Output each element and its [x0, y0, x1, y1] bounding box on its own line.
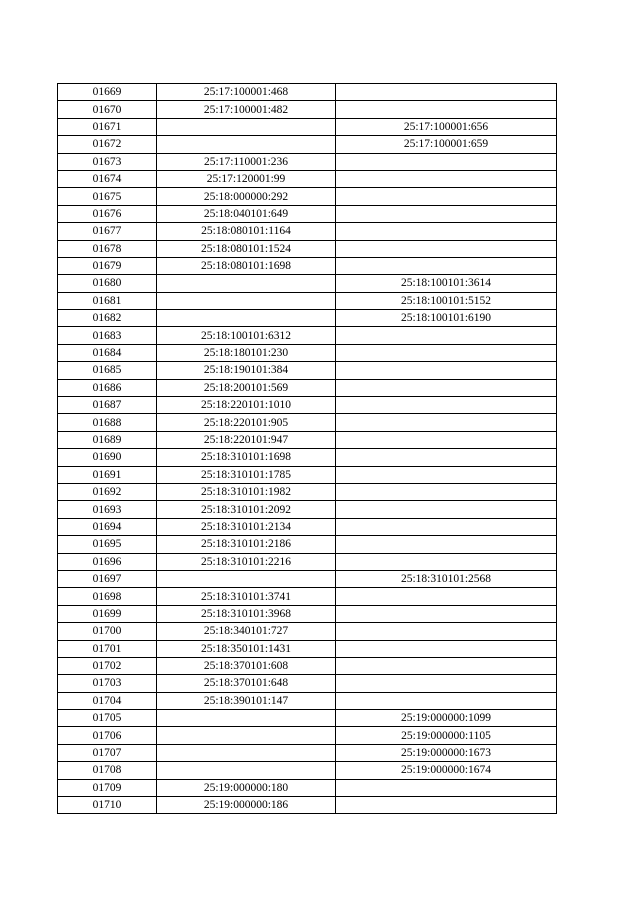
cadastral-number-cell-col2: 25:18:080101:1698: [157, 257, 336, 274]
cadastral-number-cell-col2: 25:18:310101:1982: [157, 483, 336, 500]
row-number-cell: 01691: [58, 466, 157, 483]
row-number-cell: 01693: [58, 501, 157, 518]
cadastral-number-cell-col3: [336, 362, 557, 379]
row-number-cell: 01670: [58, 101, 157, 118]
row-number-cell: 01689: [58, 431, 157, 448]
row-number-cell: 01673: [58, 153, 157, 170]
cadastral-number-cell-col3: [336, 327, 557, 344]
row-number-cell: 01672: [58, 136, 157, 153]
row-number-cell: 01699: [58, 605, 157, 622]
cadastral-number-cell-col3: [336, 257, 557, 274]
cadastral-number-cell-col3: [336, 675, 557, 692]
cadastral-number-cell-col2: 25:17:120001:99: [157, 170, 336, 187]
cadastral-number-cell-col3: 25:19:000000:1673: [336, 744, 557, 761]
cadastral-number-cell-col3: [336, 397, 557, 414]
cadastral-number-cell-col3: [336, 588, 557, 605]
table-row: [58, 640, 557, 657]
cadastral-number-cell-col2: 25:18:080101:1164: [157, 223, 336, 240]
table-row: [58, 483, 557, 500]
cadastral-number-cell-col3: [336, 797, 557, 814]
row-number-cell: 01674: [58, 170, 157, 187]
cadastral-number-cell-col2: 25:18:180101:230: [157, 344, 336, 361]
cadastral-number-cell-col3: 25:19:000000:1674: [336, 762, 557, 779]
cadastral-number-cell-col3: [336, 153, 557, 170]
cadastral-number-cell-col2: 25:18:310101:2092: [157, 501, 336, 518]
row-number-cell: 01709: [58, 779, 157, 796]
cadastral-number-cell-col2: 25:18:310101:1785: [157, 466, 336, 483]
row-number-cell: 01677: [58, 223, 157, 240]
cadastral-number-cell-col3: [336, 605, 557, 622]
cadastral-number-cell-col3: [336, 623, 557, 640]
cadastral-number-cell-col2: [157, 118, 336, 135]
table-row: [58, 414, 557, 431]
cadastral-number-cell-col2: 25:18:310101:2134: [157, 518, 336, 535]
row-number-cell: 01694: [58, 518, 157, 535]
cadastral-number-cell-col2: 25:17:100001:468: [157, 84, 336, 101]
cadastral-number-cell-col2: 25:18:310101:1698: [157, 449, 336, 466]
row-number-cell: 01690: [58, 449, 157, 466]
table-row: [58, 675, 557, 692]
cadastral-number-cell-col2: 25:18:370101:648: [157, 675, 336, 692]
cadastral-number-cell-col2: 25:18:340101:727: [157, 623, 336, 640]
row-number-cell: 01701: [58, 640, 157, 657]
row-number-cell: 01684: [58, 344, 157, 361]
cadastral-number-cell-col3: [336, 101, 557, 118]
row-number-cell: 01682: [58, 310, 157, 327]
cadastral-number-cell-col2: 25:18:000000:292: [157, 188, 336, 205]
table-row: [58, 797, 557, 814]
cadastral-number-cell-col3: [336, 553, 557, 570]
table-row: [58, 188, 557, 205]
cadastral-number-cell-col2: 25:18:220101:1010: [157, 397, 336, 414]
row-number-cell: 01681: [58, 292, 157, 309]
cadastral-number-cell-col2: 25:18:310101:2186: [157, 536, 336, 553]
row-number-cell: 01687: [58, 397, 157, 414]
table-row: [58, 205, 557, 222]
table-row: [58, 466, 557, 483]
cadastral-number-cell-col3: [336, 223, 557, 240]
cadastral-number-cell-col3: [336, 414, 557, 431]
table-row: [58, 727, 557, 744]
cadastral-number-cell-col3: [336, 483, 557, 500]
table-row: [58, 779, 557, 796]
cadastral-number-cell-col3: [336, 84, 557, 101]
cadastral-number-cell-col2: 25:18:310101:3968: [157, 605, 336, 622]
cadastral-number-cell-col2: 25:18:310101:3741: [157, 588, 336, 605]
table-row: [58, 692, 557, 709]
cadastral-number-cell-col2: 25:18:350101:1431: [157, 640, 336, 657]
table-row: [58, 553, 557, 570]
cadastral-number-cell-col3: [336, 170, 557, 187]
table-row: [58, 744, 557, 761]
table-row: [58, 292, 557, 309]
table-row: [58, 223, 557, 240]
cadastral-number-cell-col2: [157, 136, 336, 153]
cadastral-number-cell-col2: 25:18:220101:905: [157, 414, 336, 431]
table-row: [58, 710, 557, 727]
cadastral-number-cell-col2: 25:17:110001:236: [157, 153, 336, 170]
table-row: [58, 118, 557, 135]
cadastral-number-cell-col3: [336, 501, 557, 518]
row-number-cell: 01692: [58, 483, 157, 500]
row-number-cell: 01705: [58, 710, 157, 727]
cadastral-number-table: [57, 83, 557, 814]
cadastral-number-cell-col2: 25:18:040101:649: [157, 205, 336, 222]
table-row: [58, 570, 557, 587]
table-row: [58, 170, 557, 187]
cadastral-number-cell-col2: 25:18:390101:147: [157, 692, 336, 709]
cadastral-number-cell-col2: 25:18:190101:384: [157, 362, 336, 379]
table-row: [58, 379, 557, 396]
table-row: [58, 518, 557, 535]
cadastral-number-cell-col2: 25:17:100001:482: [157, 101, 336, 118]
table-row: [58, 136, 557, 153]
table-row: [58, 153, 557, 170]
cadastral-number-cell-col2: 25:18:370101:608: [157, 657, 336, 674]
row-number-cell: 01669: [58, 84, 157, 101]
row-number-cell: 01710: [58, 797, 157, 814]
cadastral-number-cell-col3: [336, 344, 557, 361]
cadastral-number-cell-col2: [157, 727, 336, 744]
cadastral-number-cell-col3: 25:18:310101:2568: [336, 570, 557, 587]
table-row: [58, 101, 557, 118]
row-number-cell: 01679: [58, 257, 157, 274]
row-number-cell: 01676: [58, 205, 157, 222]
row-number-cell: 01707: [58, 744, 157, 761]
cadastral-number-cell-col3: [336, 379, 557, 396]
row-number-cell: 01697: [58, 570, 157, 587]
cadastral-number-cell-col2: 25:18:200101:569: [157, 379, 336, 396]
table-row: [58, 362, 557, 379]
cadastral-number-cell-col2: [157, 744, 336, 761]
table-row: [58, 588, 557, 605]
row-number-cell: 01680: [58, 275, 157, 292]
table-row: [58, 657, 557, 674]
row-number-cell: 01678: [58, 240, 157, 257]
cadastral-number-cell-col3: [336, 466, 557, 483]
row-number-cell: 01703: [58, 675, 157, 692]
row-number-cell: 01675: [58, 188, 157, 205]
cadastral-number-cell-col3: 25:18:100101:3614: [336, 275, 557, 292]
cadastral-number-cell-col3: 25:18:100101:5152: [336, 292, 557, 309]
cadastral-number-cell-col3: [336, 188, 557, 205]
cadastral-number-cell-col2: [157, 275, 336, 292]
table-row: [58, 240, 557, 257]
cadastral-number-cell-col3: 25:17:100001:659: [336, 136, 557, 153]
row-number-cell: 01702: [58, 657, 157, 674]
cadastral-number-cell-col2: [157, 710, 336, 727]
row-number-cell: 01685: [58, 362, 157, 379]
row-number-cell: 01686: [58, 379, 157, 396]
table-body: [58, 84, 557, 814]
table-row: [58, 397, 557, 414]
table-row: [58, 84, 557, 101]
table-row: [58, 605, 557, 622]
table-row: [58, 623, 557, 640]
table-row: [58, 762, 557, 779]
cadastral-number-cell-col3: 25:19:000000:1099: [336, 710, 557, 727]
cadastral-number-cell-col2: 25:18:100101:6312: [157, 327, 336, 344]
table-row: [58, 275, 557, 292]
cadastral-number-cell-col2: [157, 292, 336, 309]
cadastral-number-cell-col2: [157, 310, 336, 327]
row-number-cell: 01695: [58, 536, 157, 553]
table-row: [58, 431, 557, 448]
row-number-cell: 01708: [58, 762, 157, 779]
table-row: [58, 310, 557, 327]
row-number-cell: 01706: [58, 727, 157, 744]
table-row: [58, 449, 557, 466]
table-row: [58, 327, 557, 344]
cadastral-number-cell-col3: [336, 640, 557, 657]
cadastral-number-cell-col2: [157, 762, 336, 779]
table-row: [58, 344, 557, 361]
row-number-cell: 01704: [58, 692, 157, 709]
cadastral-number-cell-col3: 25:18:100101:6190: [336, 310, 557, 327]
table-row: [58, 536, 557, 553]
row-number-cell: 01688: [58, 414, 157, 431]
row-number-cell: 01671: [58, 118, 157, 135]
cadastral-number-cell-col3: [336, 205, 557, 222]
cadastral-number-cell-col3: [336, 431, 557, 448]
cadastral-number-cell-col3: [336, 657, 557, 674]
cadastral-number-cell-col3: [336, 536, 557, 553]
row-number-cell: 01696: [58, 553, 157, 570]
row-number-cell: 01683: [58, 327, 157, 344]
cadastral-number-cell-col3: 25:17:100001:656: [336, 118, 557, 135]
cadastral-number-cell-col3: [336, 240, 557, 257]
cadastral-number-cell-col3: [336, 518, 557, 535]
row-number-cell: 01700: [58, 623, 157, 640]
cadastral-number-cell-col2: 25:18:310101:2216: [157, 553, 336, 570]
cadastral-number-cell-col3: [336, 692, 557, 709]
cadastral-number-cell-col2: 25:19:000000:186: [157, 797, 336, 814]
cadastral-number-cell-col3: [336, 449, 557, 466]
cadastral-number-cell-col2: 25:18:220101:947: [157, 431, 336, 448]
cadastral-number-cell-col2: [157, 570, 336, 587]
table-row: [58, 501, 557, 518]
cadastral-number-cell-col2: 25:19:000000:180: [157, 779, 336, 796]
cadastral-number-cell-col3: 25:19:000000:1105: [336, 727, 557, 744]
cadastral-number-cell-col2: 25:18:080101:1524: [157, 240, 336, 257]
table-row: [58, 257, 557, 274]
cadastral-number-cell-col3: [336, 779, 557, 796]
row-number-cell: 01698: [58, 588, 157, 605]
